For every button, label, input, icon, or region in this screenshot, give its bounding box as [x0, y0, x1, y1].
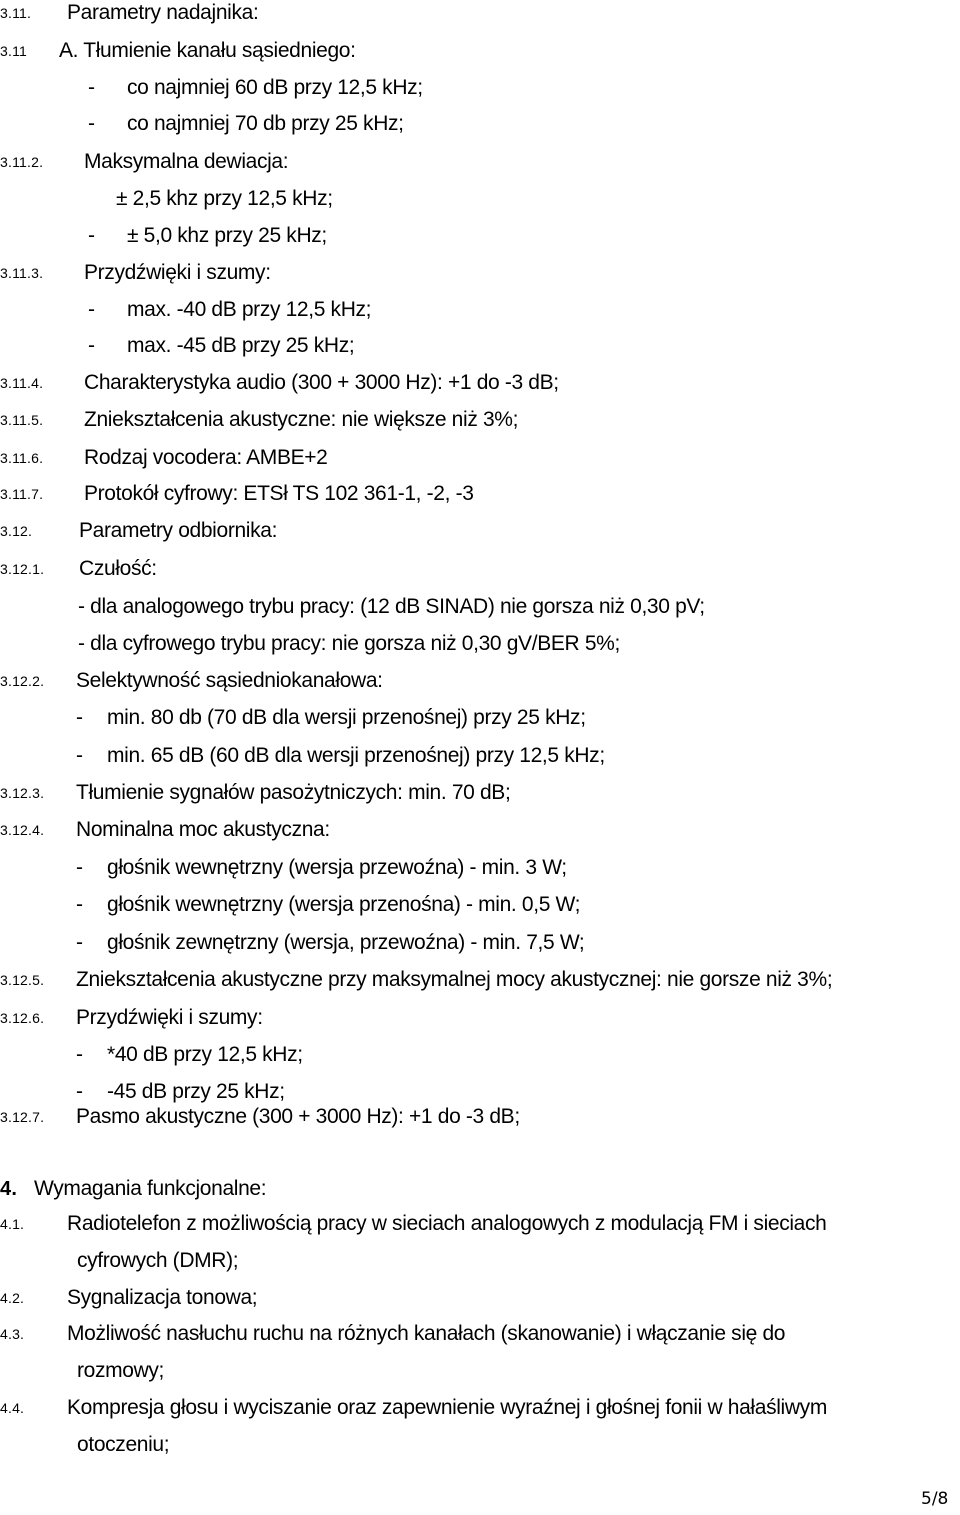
bullet-dash: - — [88, 224, 95, 247]
spec-text: *40 dB przy 12,5 kHz; — [107, 1043, 303, 1066]
section-number: 4. — [0, 1178, 18, 1200]
bullet-dash: - — [76, 1080, 83, 1103]
spec-text: Maksymalna dewiacja: — [84, 150, 289, 173]
spec-text: ± 2,5 khz przy 12,5 kHz; — [116, 187, 333, 210]
bullet-dash: - — [76, 893, 83, 916]
section-number: 3.12.6. — [0, 1010, 45, 1026]
spec-text: Charakterystyka audio (300 + 3000 Hz): +1 do -3 dB; — [84, 371, 559, 394]
spec-text: głośnik wewnętrzny (wersja przewoźna) - min. 3 W; — [107, 856, 567, 879]
spec-text: Tłumienie sygnałów pasożytniczych: min. 70 dB; — [76, 781, 511, 804]
spec-text: rozmowy; — [77, 1359, 165, 1382]
spec-text: Nominalna moc akustyczna: — [76, 818, 330, 841]
spec-text: Wymagania funkcjonalne: — [34, 1177, 267, 1200]
spec-text: min. 80 db (70 dB dla wersji przenośnej) przy 25 kHz; — [107, 706, 586, 729]
spec-text: głośnik wewnętrzny (wersja przenośna) - min. 0,5 W; — [107, 893, 581, 916]
section-number: 3.12.5. — [0, 972, 45, 988]
spec-text: Zniekształcenia akustyczne przy maksymalnej mocy akustycznej: nie gorsze niż 3%; — [76, 968, 833, 991]
section-number: 3.12.2. — [0, 673, 45, 689]
spec-text: co najmniej 60 dB przy 12,5 kHz; — [127, 76, 423, 99]
section-number: 3.11.3. — [0, 265, 44, 281]
spec-text: - dla analogowego trybu pracy: (12 dB SINAD) nie gorsza niż 0,30 pV; — [78, 595, 705, 618]
spec-text: Przydźwięki i szumy: — [84, 261, 271, 284]
bullet-dash: - — [76, 706, 83, 729]
spec-text: Rodzaj vocodera: AMBE+2 — [84, 446, 328, 469]
spec-text: Kompresja głosu i wyciszanie oraz zapewnienie wyraźnej i głośnej fonii w hałaśliwym — [67, 1396, 827, 1419]
spec-text: max. -45 dB przy 25 kHz; — [127, 334, 355, 357]
spec-text: Parametry nadajnika: — [67, 1, 259, 24]
spec-text: Parametry odbiornika: — [79, 519, 278, 542]
spec-text: Sygnalizacja tonowa; — [67, 1286, 258, 1309]
section-number: 4.3. — [0, 1326, 25, 1342]
spec-text: Zniekształcenia akustyczne: nie większe niż 3%; — [84, 408, 519, 431]
spec-text: Pasmo akustyczne (300 + 3000 Hz): +1 do -3 dB; — [76, 1105, 520, 1128]
spec-text: - dla cyfrowego trybu pracy: nie gorsza niż 0,30 gV/BER 5%; — [78, 632, 620, 655]
section-number: 3.11.6. — [0, 450, 44, 466]
spec-text: cyfrowych (DMR); — [77, 1249, 239, 1272]
section-number: 4.1. — [0, 1216, 25, 1232]
spec-text: ± 5,0 khz przy 25 kHz; — [127, 224, 327, 247]
bullet-dash: - — [88, 334, 95, 357]
spec-text: otoczeniu; — [77, 1433, 170, 1456]
section-number: 3.12. — [0, 523, 33, 539]
spec-text: -45 dB przy 25 kHz; — [107, 1080, 285, 1103]
bullet-dash: - — [76, 856, 83, 879]
spec-text: max. -40 dB przy 12,5 kHz; — [127, 298, 372, 321]
bullet-dash: - — [88, 298, 95, 321]
section-number: 3.11.4. — [0, 375, 44, 391]
bullet-dash: - — [76, 931, 83, 954]
section-number: 4.2. — [0, 1290, 25, 1306]
spec-text: Protokół cyfrowy: ETSł TS 102 361-1, -2, -3 — [84, 482, 474, 505]
section-number: 3.11. — [0, 5, 32, 21]
spec-text: Radiotelefon z możliwością pracy w sieciach analogowych z modulacją FM i sieciach — [67, 1212, 827, 1235]
spec-text: min. 65 dB (60 dB dla wersji przenośnej) przy 12,5 kHz; — [107, 744, 605, 767]
section-number: 3.11.7. — [0, 486, 44, 502]
section-number: 3.11.2. — [0, 154, 44, 170]
section-number: 4.4. — [0, 1400, 25, 1416]
section-number: 3.11.5. — [0, 412, 44, 428]
bullet-dash: - — [76, 1043, 83, 1066]
section-number: 3.12.7. — [0, 1109, 45, 1125]
section-number: 3.12.3. — [0, 785, 45, 801]
spec-text: Możliwość nasłuchu ruchu na różnych kanałach (skanowanie) i włączanie się do — [67, 1322, 786, 1345]
page-number: 5/8 — [921, 1489, 949, 1509]
spec-text: Selektywność sąsiedniokanałowa: — [76, 669, 383, 692]
section-number: 3.12.4. — [0, 822, 45, 838]
bullet-dash: - — [88, 76, 95, 99]
section-number: 3.12.1. — [0, 561, 45, 577]
spec-text: Czułość: — [79, 557, 157, 580]
spec-text: A. Tłumienie kanału sąsiedniego: — [59, 39, 356, 62]
bullet-dash: - — [88, 112, 95, 135]
spec-text: Przydźwięki i szumy: — [76, 1006, 263, 1029]
section-number: 3.11 — [0, 43, 28, 59]
spec-text: głośnik zewnętrzny (wersja, przewoźna) - min. 7,5 W; — [107, 931, 585, 954]
bullet-dash: - — [76, 744, 83, 767]
spec-text: co najmniej 70 db przy 25 kHz; — [127, 112, 404, 135]
